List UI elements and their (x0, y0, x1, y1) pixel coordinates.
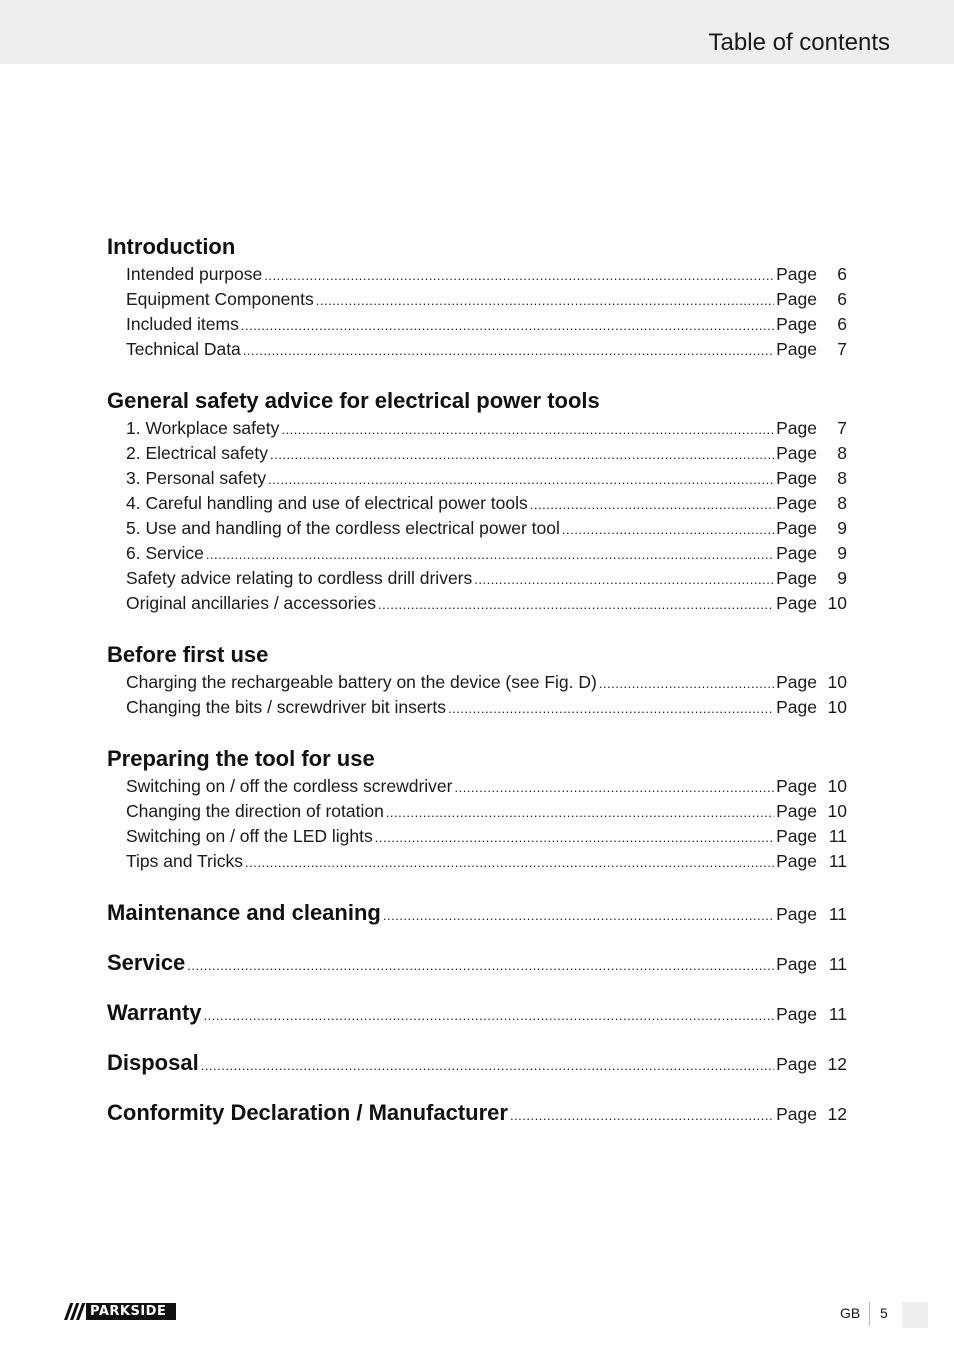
page-number: 11 (828, 1004, 847, 1024)
toc-entry[interactable] (107, 337, 847, 362)
section-heading: Maintenance and cleaning (107, 900, 381, 925)
toc-entry[interactable] (107, 774, 847, 799)
entry-label: 2. Electrical safety (126, 443, 268, 463)
entry-label: Safety advice relating to cordless drill drivers (126, 568, 473, 588)
page-number: 10 (827, 672, 847, 692)
section-heading: General safety advice for electrical power tools (107, 388, 600, 413)
dot-leader (270, 442, 774, 467)
page-word: Page (776, 314, 817, 334)
dot-leader (599, 671, 774, 696)
page-word: Page (776, 339, 817, 359)
entry-label: 4. Careful handling and use of electrical power tools (126, 493, 528, 513)
footer-divider (869, 1302, 870, 1326)
dot-leader (187, 951, 774, 981)
page-number: 6 (837, 314, 847, 334)
toc-section-disposal[interactable] (107, 1048, 847, 1098)
page-word: Page (776, 443, 817, 463)
footer-tab-box (902, 1302, 928, 1328)
page-word: Page (776, 518, 817, 538)
entry-label: 5. Use and handling of the cordless electrical power tool (126, 518, 560, 538)
page-word: Page (776, 904, 817, 924)
dot-leader (562, 517, 774, 542)
page-word: Page (776, 543, 817, 563)
toc-entry[interactable] (107, 670, 847, 695)
page-number: 7 (837, 339, 847, 359)
section-heading: Service (107, 950, 186, 975)
toc-section-before-first-use (107, 640, 847, 720)
entry-label: Original ancillaries / accessories (126, 593, 376, 613)
page-word: Page (776, 468, 817, 488)
page-word: Page (776, 697, 817, 717)
section-heading: Before first use (107, 642, 269, 667)
dot-leader (448, 696, 774, 721)
toc-section-service[interactable] (107, 948, 847, 998)
table-of-contents (107, 232, 847, 1148)
page-number: 6 (837, 264, 847, 284)
dot-leader (268, 467, 774, 492)
dot-leader (375, 825, 774, 850)
dot-leader (383, 901, 774, 931)
section-heading: Warranty (107, 1000, 202, 1025)
dot-leader (386, 800, 774, 825)
logo-stripes-icon (64, 1303, 86, 1320)
page-number: 12 (827, 1054, 847, 1074)
page-number: 10 (827, 801, 847, 821)
toc-entry[interactable] (107, 262, 847, 287)
page-number: 8 (837, 443, 847, 463)
toc-section-general-safety (107, 386, 847, 616)
toc-entry[interactable] (107, 566, 847, 591)
section-heading: Disposal (107, 1050, 199, 1075)
header-bar (0, 0, 954, 64)
page-word: Page (776, 418, 817, 438)
toc-entry[interactable] (107, 541, 847, 566)
page-number: 9 (837, 568, 847, 588)
entry-label: Changing the direction of rotation (126, 801, 384, 821)
page-number: 11 (828, 954, 847, 974)
page-word: Page (776, 289, 817, 309)
toc-section-warranty[interactable] (107, 998, 847, 1048)
dot-leader (454, 775, 774, 800)
section-heading: Conformity Declaration / Manufacturer (107, 1100, 508, 1125)
dot-leader (241, 313, 774, 338)
page-number: 8 (837, 468, 847, 488)
page-word: Page (776, 593, 817, 613)
dot-leader (530, 492, 774, 517)
dot-leader (201, 1051, 774, 1081)
dot-leader (510, 1101, 774, 1131)
page-word: Page (776, 826, 817, 846)
page-word: Page (776, 776, 817, 796)
page-number: 11 (828, 904, 847, 924)
dot-leader (316, 288, 774, 313)
entry-label: Included items (126, 314, 239, 334)
entry-label: Intended purpose (126, 264, 263, 284)
page-number: 11 (828, 826, 847, 846)
entry-label: 3. Personal safety (126, 468, 267, 488)
dot-leader (264, 263, 774, 288)
page-word: Page (776, 672, 817, 692)
entry-label: Switching on / off the LED lights (126, 826, 373, 846)
toc-entry[interactable] (107, 287, 847, 312)
toc-section-maintenance[interactable] (107, 898, 847, 948)
page-word: Page (776, 954, 817, 974)
page-word: Page (776, 493, 817, 513)
page-word: Page (776, 1054, 817, 1074)
dot-leader (206, 542, 774, 567)
page-number: 11 (828, 851, 847, 871)
dot-leader (281, 417, 774, 442)
page-number: 7 (837, 418, 847, 438)
entry-label: Equipment Components (126, 289, 314, 309)
parkside-logo (64, 1303, 176, 1320)
dot-leader (378, 592, 774, 617)
page-title: Table of contents (708, 29, 890, 56)
toc-section-introduction (107, 232, 847, 362)
entry-label: 6. Service (126, 543, 204, 563)
page-number: 10 (827, 593, 847, 613)
page-number: 8 (837, 493, 847, 513)
page-word: Page (776, 801, 817, 821)
toc-entry[interactable] (107, 516, 847, 541)
page-number: 9 (837, 543, 847, 563)
page-number: 10 (827, 776, 847, 796)
section-heading: Introduction (107, 234, 236, 259)
page-number: 12 (827, 1104, 847, 1124)
entry-label: Technical Data (126, 339, 241, 359)
page-number-footer: 5 (880, 1305, 888, 1321)
entry-label: Charging the rechargeable battery on the device (see Fig. D) (126, 672, 597, 692)
toc-section-conformity[interactable] (107, 1098, 847, 1148)
toc-section-preparing-tool (107, 744, 847, 874)
toc-entry[interactable] (107, 416, 847, 441)
toc-entry[interactable] (107, 466, 847, 491)
page-word: Page (776, 1004, 817, 1024)
page-number: 6 (837, 289, 847, 309)
logo-text: PARKSIDE (90, 1304, 167, 1319)
page-word: Page (776, 568, 817, 588)
page-word: Page (776, 264, 817, 284)
toc-entry[interactable] (107, 312, 847, 337)
toc-entry[interactable] (107, 799, 847, 824)
section-heading: Preparing the tool for use (107, 746, 375, 771)
page-number: 9 (837, 518, 847, 538)
dot-leader (204, 1001, 775, 1031)
entry-label: Tips and Tricks (126, 851, 244, 871)
page-word: Page (776, 1104, 817, 1124)
entry-label: Switching on / off the cordless screwdriver (126, 776, 453, 796)
dot-leader (243, 338, 774, 363)
page-number: 10 (827, 697, 847, 717)
toc-entry[interactable] (107, 695, 847, 720)
toc-entry[interactable] (107, 849, 847, 874)
entry-label: Changing the bits / screwdriver bit inserts (126, 697, 446, 717)
entry-label: 1. Workplace safety (126, 418, 280, 438)
page-word: Page (776, 851, 817, 871)
dot-leader (474, 567, 774, 592)
language-code: GB (840, 1305, 861, 1321)
toc-entry[interactable] (107, 441, 847, 466)
toc-entry[interactable] (107, 491, 847, 516)
dot-leader (245, 850, 774, 875)
toc-entry[interactable] (107, 824, 847, 849)
toc-entry[interactable] (107, 591, 847, 616)
